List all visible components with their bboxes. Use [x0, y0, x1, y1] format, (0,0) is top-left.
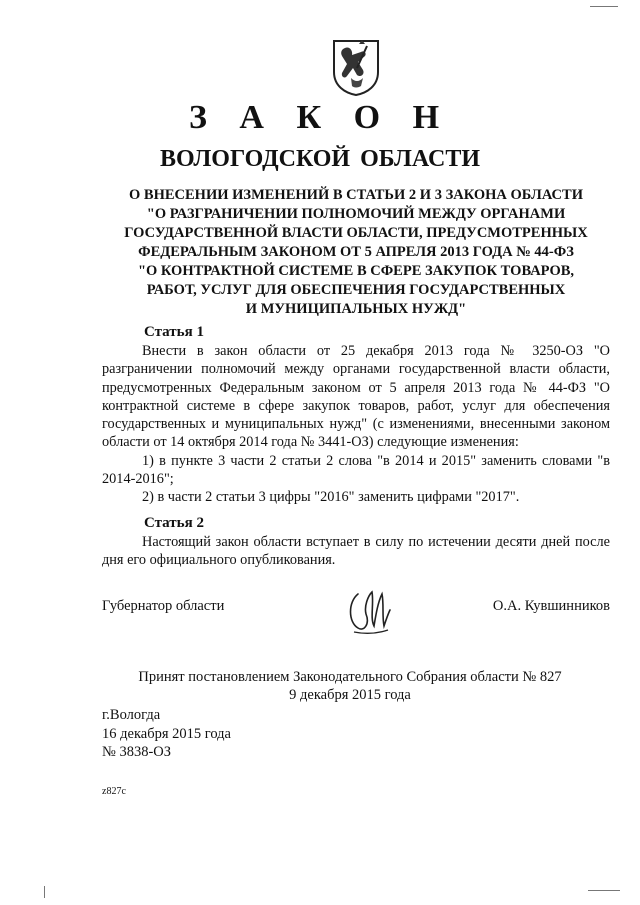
heading-line: ФЕДЕРАЛЬНЫМ ЗАКОНОМ ОТ 5 АПРЕЛЯ 2013 ГОДА № 44-ФЗ — [138, 244, 574, 260]
signing-date: 16 декабря 2015 года — [102, 725, 231, 742]
scan-artifact — [590, 6, 618, 7]
signature-row — [102, 598, 610, 638]
heading-line: ГОСУДАРСТВЕННОЙ ВЛАСТИ ОБЛАСТИ, ПРЕДУСМОТРЕННЫХ — [124, 225, 588, 241]
article-1-paragraph: 1) в пункте 3 части 2 статьи 2 слова "в 2014 и 2015" заменить словами "в 2014-2016"; — [102, 452, 610, 488]
article-2-title: Статья 2 — [144, 515, 204, 531]
law-number: № 3838-ОЗ — [102, 744, 172, 760]
scan-artifact — [588, 890, 620, 891]
signatory-name: О.А. Кувшинников — [492, 598, 610, 614]
place-date-block — [102, 706, 231, 762]
adoption-date: 9 декабря 2015 года — [289, 687, 411, 703]
law-heading — [102, 186, 610, 319]
heading-line: И МУНИЦИПАЛЬНЫХ НУЖД" — [245, 301, 467, 317]
article-1-title: Статья 1 — [144, 324, 204, 340]
handwritten-signature-icon — [344, 584, 392, 636]
heading-line: РАБОТ, УСЛУГ ДЛЯ ОБЕСПЕЧЕНИЯ ГОСУДАРСТВЕННЫХ — [146, 282, 566, 298]
heading-line: О ВНЕСЕНИИ ИЗМЕНЕНИЙ В СТАТЬИ 2 И 3 ЗАКОНА ОБЛАСТИ — [129, 187, 583, 203]
adoption-note — [0, 668, 640, 704]
adoption-line: Принят постановлением Законодательного Собрания области № 827 — [138, 669, 562, 685]
heading-line: "О КОНТРАКТНОЙ СИСТЕМЕ В СФЕРЕ ЗАКУПОК ТОВАРОВ, — [137, 263, 575, 279]
article-2-body — [102, 533, 610, 570]
city: г.Вологда — [102, 707, 161, 723]
law-title: З А К О Н — [188, 99, 452, 136]
coat-of-arms-icon — [331, 38, 381, 96]
signatory-title: Губернатор области — [102, 598, 225, 614]
article-1-body — [102, 342, 610, 507]
scan-artifact — [44, 886, 45, 898]
article-2-paragraph: Настоящий закон области вступает в силу по истечении десяти дней после дня его официального опубликования. — [102, 534, 610, 569]
document-code: z827c — [102, 786, 126, 797]
heading-line: "О РАЗГРАНИЧЕНИИ ПОЛНОМОЧИЙ МЕЖДУ ОРГАНАМИ — [146, 206, 566, 222]
region-title: ВОЛОГОДСКОЙ ОБЛАСТИ — [159, 146, 481, 172]
article-1-paragraph: Внести в закон области от 25 декабря 2013 года № 3250-ОЗ "О разграничении полномочий между органами государственной власти области, предусмотренных Федеральным законом от 5 апреля 2013 года № 44-ФЗ "О контрактной системе в сфере закупок товаров, работ, услуг для обеспечения государственных и муниципальных нужд" (с изменениями, внесенными законом области от 14 октября 2014 года № 3441-ОЗ) следующие изменения: — [102, 343, 610, 451]
article-1-paragraph: 2) в части 2 статьи 3 цифры "2016" заменить цифрами "2017". — [142, 489, 520, 506]
